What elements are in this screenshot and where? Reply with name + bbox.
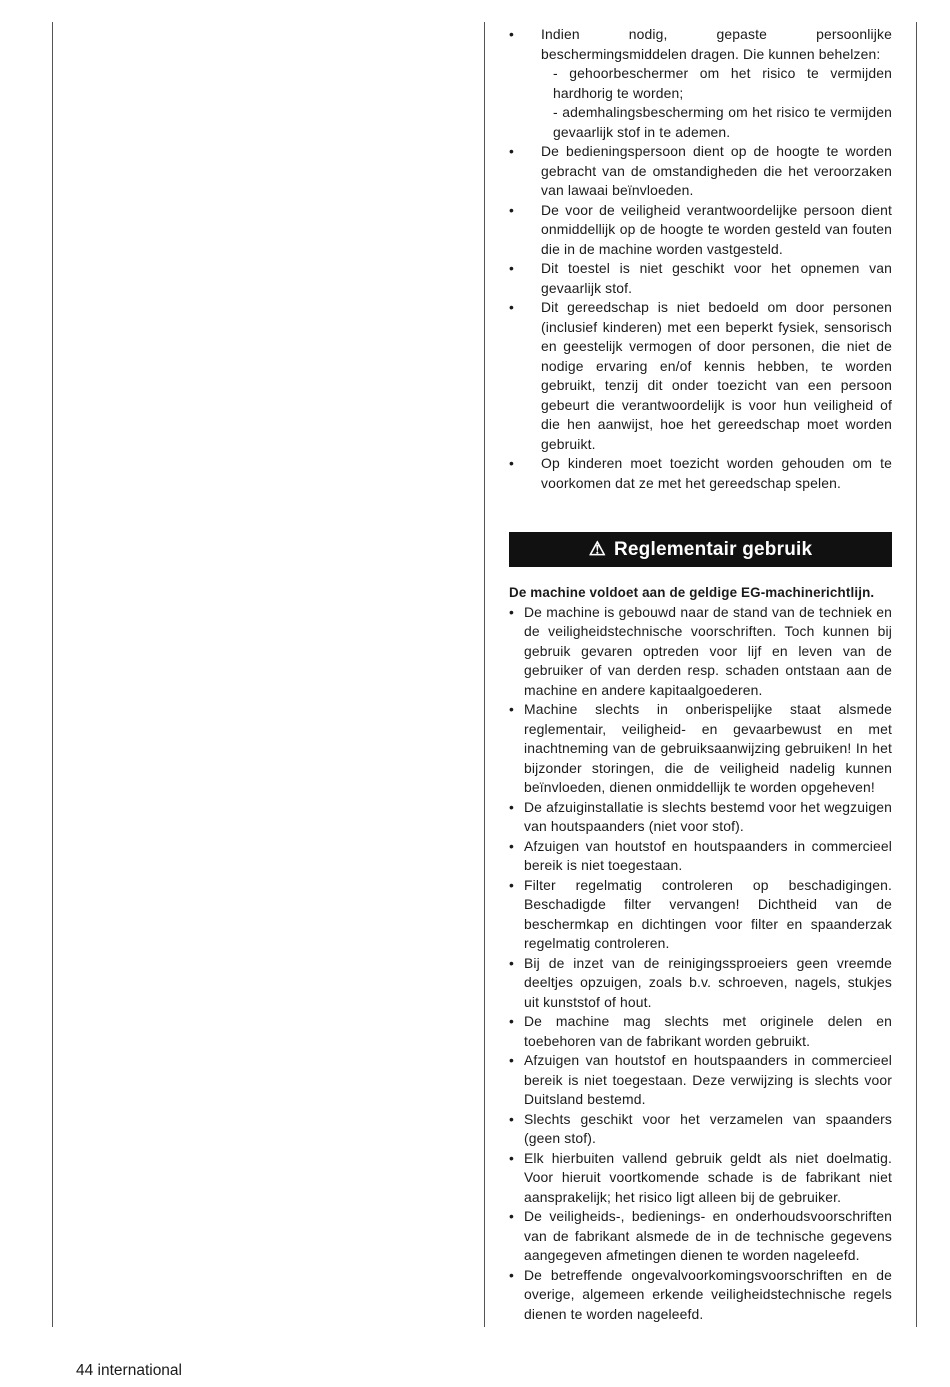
list-item [509,201,892,260]
column-divider [484,22,485,1327]
list-item [509,1149,892,1208]
list-item-text: Filter regelmatig controleren op beschadigingen. Beschadigde filter vervangen! Dichtheid van de beschermkap en dichtingen voor filter en spaanderzak regelmatig controleren. [524,876,892,951]
list-item-text: De afzuiginstallatie is slechts bestemd voor het wegzuigen van houtspaanders (niet voor stof). [524,798,892,834]
list-item [509,1012,892,1051]
bullet: • [509,954,515,971]
bullet: • [509,1266,515,1283]
ppe-sub-item: - gehoorbeschermer om het risico te vermijden hardhorig te worden; [553,65,892,101]
list-item-text: De voor de veiligheid verantwoordelijke persoon dient onmiddellijk op de hoogte te worden gesteld van fouten die in de machine worden vastgesteld. [541,201,892,257]
right-margin-rule [916,22,917,1327]
list-item-text: Dit gereedschap is niet bedoeld om door personen (inclusief kinderen) met een beperkt fysiek, sensorisch en geestelijk vermogen of door personen, die niet de nodige ervaring en/of kennis hebben, te worden gebruikt, tenzij dit onder toezicht van een persoon gebeurt die verantwoordelijk is voor hun veiligheid of die hen aanwijst, hoe het gereedschap moet worden gebruikt. [541,299,892,452]
bullet: • [509,1013,515,1029]
bullet: • [509,26,515,42]
list-item [509,1110,892,1149]
list-item [509,1207,892,1266]
bullet: • [509,876,515,893]
bullet: • [509,1110,515,1127]
list-item-text: Indien nodig, gepaste persoonlijke beschermingsmiddelen dragen. Die kunnen behelzen: [541,26,892,62]
list-item [509,837,892,876]
list-item-text: De veiligheids-, bedienings- en onderhoudsvoorschriften van de fabrikant alsmede de in de technische gegevens aangegeven afmetingen dienen te worden nageleefd. [524,1208,892,1263]
list-item-text: Bij de inzet van de reinigingssproeiers geen vreemde deeltjes opzuigen, zoals b.v. schroeven, nagels, stukjes uit kunststof of hout. [524,954,892,1010]
list-item [509,25,892,64]
bullet: • [509,1208,515,1224]
list-item-text: Slechts geschikt voor het verzamelen van spaanders (geen stof). [524,1110,892,1146]
page-footer: 44 international [76,1362,182,1379]
bullet: • [509,701,515,717]
bullet: • [509,455,515,471]
bullet: • [509,837,515,854]
list-item [509,298,892,454]
list-item-text: De machine is gebouwd naar de stand van de techniek en de veiligheidstechnische voorschriften. Toch kunnen bij gebruik gevaren optreden voor lijf en leven van de gebruiker of van derden resp. schaden ontstaan aan de machine en andere kapitaalgoederen. [524,603,892,698]
list-item-text: Afzuigen van houtstof en houtspaanders in commercieel bereik is niet toegestaan. [524,837,892,873]
section-title: Reglementair gebruik [613,538,813,560]
list-item-text: Op kinderen moet toezicht worden gehouden om te voorkomen dat ze met het gereedschap spelen. [541,455,892,491]
list-item [509,798,892,837]
section-heading [509,532,892,567]
left-margin-rule [52,22,53,1327]
list-item-text: Elk hierbuiten vallend gebruik geldt als niet doelmatig. Voor hieruit voortkomende schade is de fabrikant niet aansprakelijk; het risico ligt alleen bij de gebruiker. [524,1149,892,1205]
list-item-text: Machine slechts in onberispelijke staat alsmede reglementair, veiligheid- en gevaarbewust en met inachtneming van de gebruiksaanwijzing gebruiken! In het bijzonder storingen, die de veiligheid nadelig kunnen beïnvloeden, dienen onmiddellijk te worden opgeheven! [524,701,892,795]
list-item [509,1266,892,1325]
bullet: • [509,1052,515,1068]
bullet: • [509,299,515,315]
list-item [509,259,892,298]
list-item-text: Dit toestel is niet geschikt voor het opnemen van gevaarlijk stof. [541,260,892,296]
section-intro: De machine voldoet aan de geldige EG-machinerichtlijn. [509,585,875,600]
bullet: • [509,798,515,815]
list-item [509,454,892,493]
right-column [509,25,892,1324]
ppe-sub-item: - ademhalingsbescherming om het risico te vermijden gevaarlijk stof in te ademen. [553,104,892,140]
bullet: • [509,260,515,276]
list-item [509,876,892,954]
list-item [509,603,892,701]
warning-icon: ⚠ [588,538,606,560]
list-item [509,954,892,1013]
bullet: • [509,201,515,218]
list-item-text: De bedieningspersoon dient op de hoogte te worden gebracht van de omstandigheden die het veroorzaken van lawaai beïnvloeden. [541,143,892,198]
bullet: • [509,1149,515,1166]
list-item-text: Afzuigen van houtstof en houtspaanders in commercieel bereik is niet toegestaan. Deze verwijzing is slechts voor Duitsland bestemd. [524,1052,892,1107]
list-item [509,142,892,201]
bullet: • [509,143,515,159]
list-item-text: De betreffende ongevalvoorkomingsvoorschriften en de overige, algemeen erkende veiligheidstechnische regels dienen te worden nageleefd. [524,1266,892,1322]
list-item [509,700,892,798]
list-item-text: De machine mag slechts met originele delen en toebehoren van de fabrikant worden gebruikt. [524,1013,892,1049]
list-item [509,1051,892,1110]
bullet: • [509,603,515,620]
